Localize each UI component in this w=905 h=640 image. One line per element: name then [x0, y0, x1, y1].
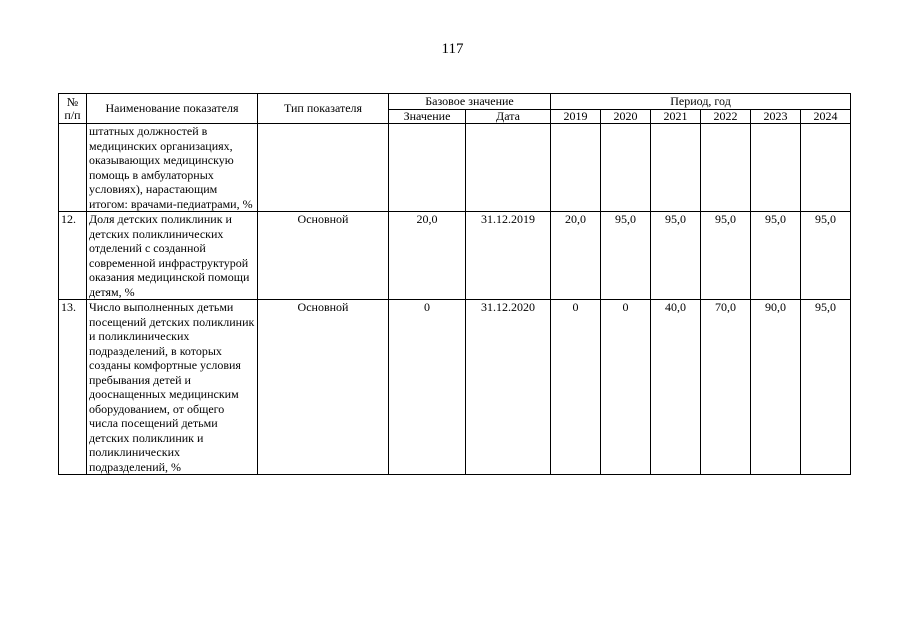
header-period: Период, год: [551, 94, 851, 110]
table-row: [59, 124, 851, 212]
header-num-line2: п/п: [64, 107, 81, 122]
row-type: Основной: [258, 300, 389, 475]
row-year-2020: 95,0: [601, 212, 651, 300]
row-year-2020: [601, 124, 651, 212]
row-year-2021: [651, 124, 701, 212]
header-num: [59, 94, 87, 124]
row-num: [59, 124, 87, 212]
row-num: 12.: [59, 212, 87, 300]
row-name: Доля детских поликлиник и детских поликлинических отделений с созданной современной инфраструктурой оказания медицинской помощи детям, %: [87, 212, 258, 300]
row-year-2021: 95,0: [651, 212, 701, 300]
row-year-2019: [551, 124, 601, 212]
table-row: [59, 300, 851, 475]
header-type: Тип показателя: [258, 94, 389, 124]
row-year-2020: 0: [601, 300, 651, 475]
row-year-2024: 95,0: [801, 300, 851, 475]
row-base-value: [389, 124, 466, 212]
row-year-2024: 95,0: [801, 212, 851, 300]
row-base-value: 20,0: [389, 212, 466, 300]
row-year-2023: 90,0: [751, 300, 801, 475]
header-base: Базовое значение: [389, 94, 551, 110]
row-base-value: 0: [389, 300, 466, 475]
header-year-2023: 2023: [751, 110, 801, 124]
row-year-2023: 95,0: [751, 212, 801, 300]
row-num: 13.: [59, 300, 87, 475]
row-base-date: [466, 124, 551, 212]
header-year-2020: 2020: [601, 110, 651, 124]
indicators-table: [58, 93, 851, 475]
header-base-date: Дата: [466, 110, 551, 124]
table-row: [59, 212, 851, 300]
row-type: [258, 124, 389, 212]
row-type: Основной: [258, 212, 389, 300]
header-base-value: Значение: [389, 110, 466, 124]
row-name: штатных должностей в медицинских организациях, оказывающих медицинскую помощь в амбулаторных условиях), нарастающим итогом: врачами-педиатрами, %: [87, 124, 258, 212]
row-year-2024: [801, 124, 851, 212]
row-base-date: 31.12.2019: [466, 212, 551, 300]
header-num-line1: №: [66, 94, 79, 109]
row-year-2022: [701, 124, 751, 212]
header-year-2024: 2024: [801, 110, 851, 124]
header-row-top: [59, 94, 851, 110]
row-name: Число выполненных детьми посещений детских поликлиник и поликлинических подразделений, в которых созданы комфортные условия пребывания детей и дооснащенных медицинским оборудованием, от общего числа посещений детьми детских поликлиник и поликлинических подразделений, %: [87, 300, 258, 475]
row-base-date: 31.12.2020: [466, 300, 551, 475]
header-name: Наименование показателя: [87, 94, 258, 124]
row-year-2023: [751, 124, 801, 212]
header-year-2021: 2021: [651, 110, 701, 124]
row-year-2022: 95,0: [701, 212, 751, 300]
header-year-2022: 2022: [701, 110, 751, 124]
row-year-2021: 40,0: [651, 300, 701, 475]
row-year-2019: 0: [551, 300, 601, 475]
row-year-2022: 70,0: [701, 300, 751, 475]
row-year-2019: 20,0: [551, 212, 601, 300]
header-year-2019: 2019: [551, 110, 601, 124]
page-number: 117: [441, 41, 464, 57]
